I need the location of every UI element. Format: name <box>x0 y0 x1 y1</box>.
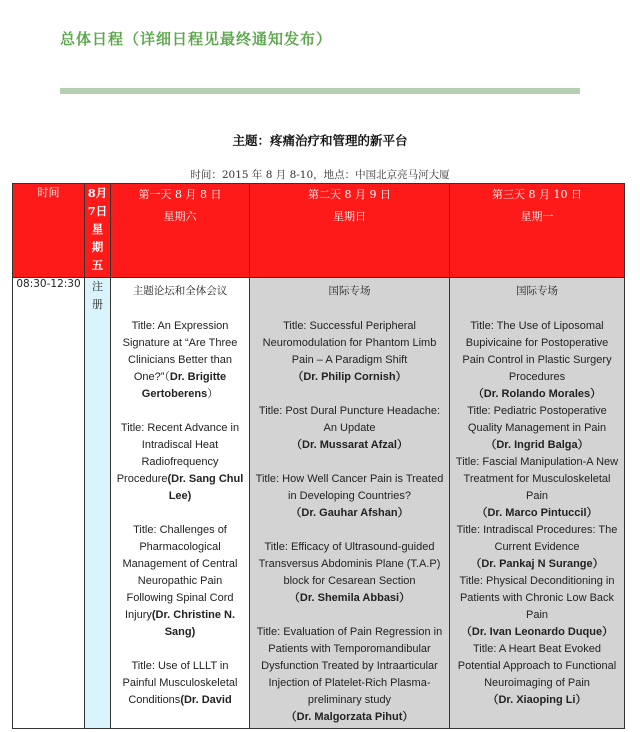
header-row <box>13 184 625 278</box>
talk-speaker: (Dr. Christine N. Sang) <box>151 609 236 638</box>
talk-title: Title: Physical Deconditioning in Patients with Chronic Low Back Pain <box>459 575 615 621</box>
talk-item <box>255 539 444 607</box>
talk-speaker: (Dr. David <box>180 694 232 706</box>
day1-weekday: 星期六 <box>163 210 197 223</box>
talk-item <box>255 318 444 386</box>
talk-speaker: Dr. Brigitte Gertoberens <box>141 371 227 400</box>
talk-item <box>455 318 619 403</box>
talk-title: Title: Efficacy of Ultrasound-guided Transversus Abdominis Plane (T.A.P) block for Cesarean Section <box>258 541 441 587</box>
conference-theme: 主题：疼痛治疗和管理的新平台 <box>232 133 408 148</box>
talk-item <box>455 573 619 641</box>
day2-title: 第二天 8 月 9 日 <box>308 188 391 201</box>
talk-item <box>116 658 244 709</box>
talk-speaker: （Dr. Xiaoping Li） <box>487 694 587 706</box>
talk-item <box>255 471 444 522</box>
registration-cell <box>85 278 111 729</box>
talk-speaker: （Dr. Philip Cornish） <box>292 371 407 383</box>
talk-item <box>455 403 619 454</box>
day2-weekday: 星期日 <box>333 210 366 223</box>
talk-title: Title: Evaluation of Pain Regression in Patients with Temporomandibular Dysfunction Treated by Intraarticular Injection of Platelet-Rich Plasma-preliminary study <box>256 626 443 706</box>
talk-item <box>255 403 444 454</box>
talk-item <box>455 454 619 522</box>
aug7-line: 星 <box>91 222 104 236</box>
header-day2 <box>250 184 450 278</box>
register-char: 册 <box>92 298 103 311</box>
aug7-line: 五 <box>91 258 104 272</box>
day2-sessions <box>250 278 450 729</box>
day3-weekday: 星期一 <box>520 210 554 223</box>
talk-speaker: (Dr. Sang Chul Lee) <box>167 473 244 502</box>
header-day3 <box>450 184 625 278</box>
talk-title: Title: The Use of Liposomal Bupivicaine for Postoperative Pain Control in Plastic Surgery Procedures <box>462 320 612 383</box>
talk-speaker: （Dr. Pankaj N Surange） <box>470 558 604 570</box>
day3-title: 第三天 8 月 10 日 <box>492 188 582 201</box>
talk-title: Title: An Expression Signature at “Are Three Clinicians Better than One?”（ <box>122 320 238 383</box>
talk-title: Title: Successful Peripheral Neuromodulation for Phantom Limb Pain – A Paradigm Shift <box>262 320 437 366</box>
session-time: 08:30-12:30 <box>13 278 85 729</box>
header-day1 <box>111 184 250 278</box>
schedule-table <box>12 183 625 729</box>
aug7-line: 8月 <box>87 186 108 200</box>
talk-title: Title: Pediatric Postoperative Quality Management in Pain <box>467 405 607 434</box>
talk-speaker: （Dr. Ingrid Balga） <box>485 439 589 451</box>
talk-item <box>116 318 244 403</box>
talk-title: Title: A Heart Beat Evoked Potential Approach to Functional Neuroimaging of Pain <box>457 643 617 689</box>
talk-title: Title: Challenges of Pharmacological Management of Central Neuropathic Pain Following Spinal Cord Injury <box>122 524 238 621</box>
talk-speaker: （Dr. Rolando Morales） <box>472 388 602 400</box>
talk-speaker: （Dr. Malgorzata Pihut） <box>285 711 414 723</box>
register-char: 注 <box>92 280 103 293</box>
talk-speaker: （Dr. Shemila Abbasi） <box>288 592 411 604</box>
day3-sessions <box>450 278 625 729</box>
talk-speaker: （Dr. Marco Pintuccil） <box>476 507 598 519</box>
section-divider <box>60 88 580 94</box>
aug7-line: 期 <box>91 240 104 254</box>
talk-item <box>116 420 244 505</box>
talk-item <box>455 522 619 573</box>
header-time: 时间 <box>13 184 85 278</box>
session-row <box>13 278 625 729</box>
talk-item <box>255 624 444 726</box>
section-title: 总体日程（详细日程见最终通知发布） <box>60 30 333 48</box>
time-place: 时间：2015 年 8 月 8-10，地点：中国北京亮马河大厦 <box>190 169 450 181</box>
day1-heading: 主题论坛和全体会议 <box>132 285 228 297</box>
day3-heading: 国际专场 <box>516 285 558 297</box>
talk-title: Title: Post Dural Puncture Headache: An Update <box>258 405 441 434</box>
talk-title: Title: Intradiscal Procedures: The Current Evidence <box>456 524 618 553</box>
talk-title: Title: Fascial Manipulation-A New Treatment for Musculoskeletal Pain <box>455 456 619 502</box>
day1-sessions <box>111 278 250 729</box>
aug7-line: 7日 <box>87 204 108 218</box>
talk-speaker: （Dr. Gauhar Afshan） <box>290 507 409 519</box>
header-aug7 <box>85 184 111 278</box>
talk-item <box>455 641 619 709</box>
talk-title: Title: How Well Cancer Pain is Treated in Developing Countries? <box>255 473 444 502</box>
talk-title: Title: Use of LLLT in Painful Musculoskeletal Conditions <box>122 660 238 706</box>
day2-heading: 国际专场 <box>328 285 371 297</box>
talk-item <box>116 522 244 641</box>
talk-speaker: （Dr. Mussarat Afzal） <box>291 439 408 451</box>
talk-title: Title: Recent Advance in Intradiscal Heat Radiofrequency Procedure <box>116 422 240 485</box>
day1-title: 第一天 8 月 8 日 <box>138 188 222 201</box>
talk-tail: ） <box>207 388 219 400</box>
talk-speaker: （Dr. Ivan Leonardo Duque） <box>460 626 614 638</box>
